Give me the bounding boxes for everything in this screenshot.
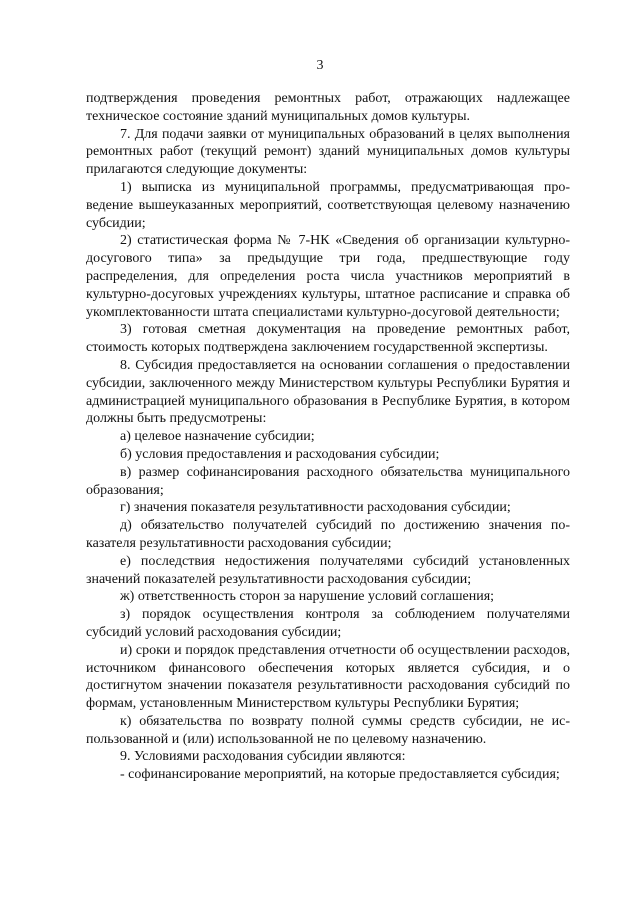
paragraph-subitem-k: к) обязательства по возврату полной суммы средств субсидии, не использованной и (или) использованной не по целевому назначению. [86,713,570,747]
paragraph-subitem-zh: ж) ответственность сторон за нарушение условий соглашения; [120,589,495,605]
paragraph-subitem-1: 1) выписка из муниципальной программы, предусматривающая проведение вышеуказанных мероприятий, соответствующая целевому назначению субсидии; [86,179,570,231]
paragraph-subitem-z: з) порядок осуществления контроля за соблюдением получателями субсидий условий расходования субсидии; [86,607,570,640]
paragraph-condition-1: - софинансирование мероприятий, на которые предоставляется субсидия; [120,767,560,783]
paragraph-continuation: подтверждения проведения ремонтных работ, отражающих надлежащее техническое состояние зданий муниципальных домов культуры. [86,91,570,124]
paragraph-subitem-g: г) значения показателя результативности расходования субсидии; [120,500,511,516]
paragraph-subitem-d: д) обязательство получателей субсидий по достижению значения показателя результативности расходования субсидии; [86,518,570,551]
paragraph-item-7: 7. Для подачи заявки от муниципальных образований в целях выполнения ремонтных работ (текущий ремонт) зданий муниципальных домов культуры прилагаются следующие документы: [86,126,570,178]
paragraph-subitem-v: в) размер софинансирования расходного обязательства муниципального образования; [86,464,570,498]
document-body [86,90,570,784]
page-number: 3 [316,58,324,73]
paragraph-subitem-3: 3) готовая сметная документация на проведение ремонтных работ, стоимость которых подтверждена заключением государственной экспертизы. [86,322,570,356]
paragraph-subitem-b: б) условия предоставления и расходования субсидии; [120,446,440,462]
paragraph-subitem-a: а) целевое назначение субсидии; [120,429,315,445]
paragraph-subitem-e: е) последствия недостижения получателями субсидий установленных значений показателей результативности расходования субсидии; [86,553,570,587]
paragraph-item-8: 8. Субсидия предоставляется на основании соглашения о предоставлении субсидии, заключенного между Министерством культуры Республики Бурятия и администрацией муниципального образования в Республике Бурятия, в котором должны быть предусмотрены: [86,357,570,427]
paragraph-item-9: 9. Условиями расходования субсидии являются: [120,749,406,765]
paragraph-subitem-i: и) сроки и порядок представления отчетности об осуществлении расходов, источником финансового обеспечения которых является субсидия, и о достигнутом значении показателя результативности расходования субсидий по формам, установленным Министерством культуры Республики Бурятия; [86,642,570,712]
paragraph-subitem-2: 2) статистическая форма № 7-НК «Сведения об организации культурно-досугового типа» за предыдущие три года, предшествующие году распределения, для определения роста числа участников мероприятий в культурно-досуговых учреждениях культуры, штатное расписание и справка об укомплектованности штата специалистами культурно-досуговой деятельности; [86,233,570,320]
